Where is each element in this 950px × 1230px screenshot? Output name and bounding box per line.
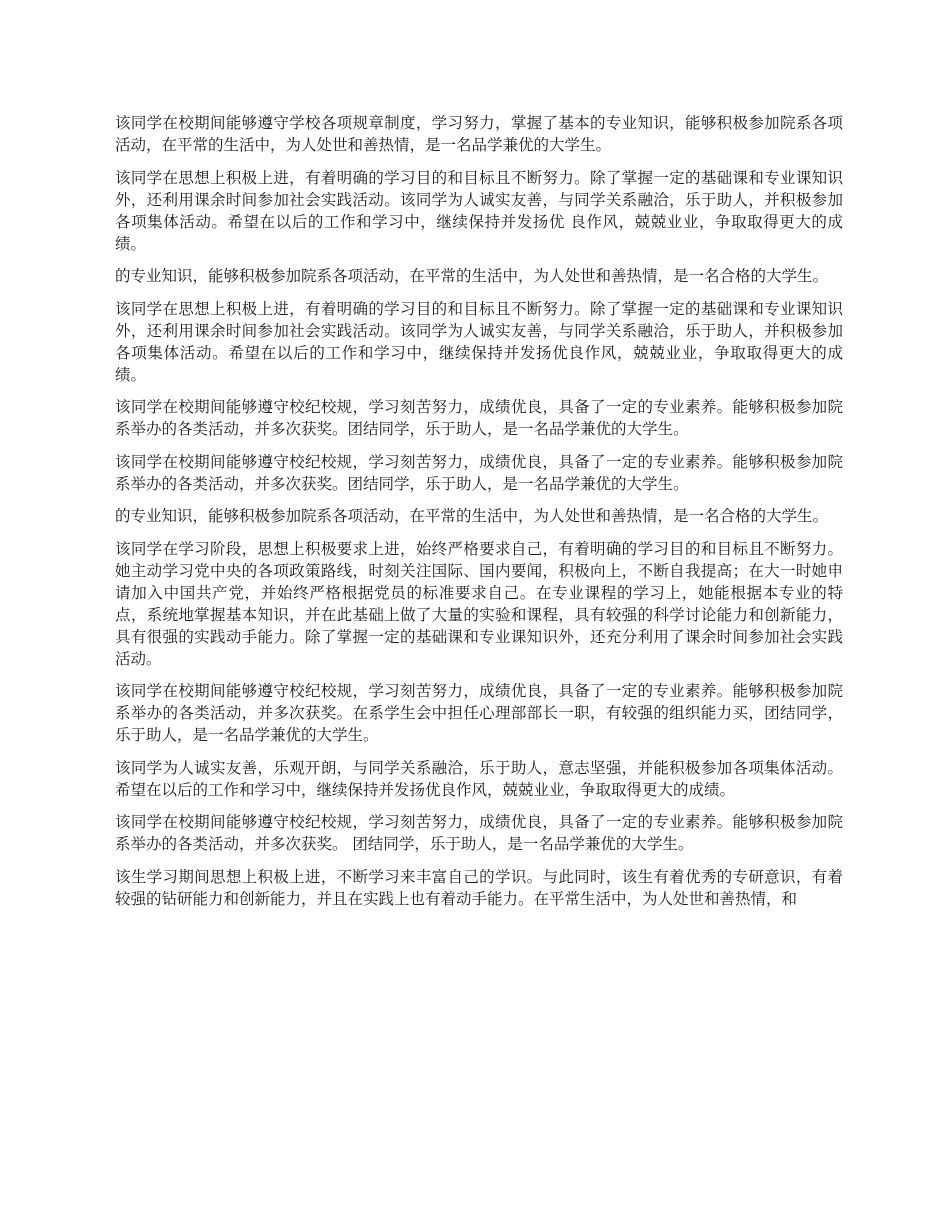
paragraph-3: 的专业知识，能够积极参加院系各项活动，在平常的生活中，为人处世和善热情，是一名合格的大学生。	[115, 267, 829, 285]
paragraph-4: 该同学在思想上积极上进，有着明确的学习目的和目标且不断努力。除了掌握一定的基础课和专业课知识外，还利用课余时间参加社会实践活动。该同学为人诚实友善，与同学关系融洽，乐于助人，并积极参加各项集体活动。希望在以后的工作和学习中，继续保持并发扬优良作风，兢兢业业，争取取得更大的成绩。	[115, 299, 843, 384]
document-page	[115, 112, 843, 920]
paragraph-5: 该同学在校期间能够遵守校纪校规，学习刻苦努力，成绩优良，具备了一定的专业素养。能够积极参加院系举办的各类活动，并多次获奖。团结同学，乐于助人，是一名品学兼优的大学生。	[115, 398, 843, 438]
paragraph-2: 该同学在思想上积极上进，有着明确的学习目的和目标且不断努力。除了掌握一定的基础课和专业课知识外，还利用课余时间参加社会实践活动。该同学为人诚实友善，与同学关系融洽，乐于助人，并积极参加各项集体活动。希望在以后的工作和学习中，继续保持并发扬优 良作风，兢兢业业，争取取得更大的成绩。	[115, 168, 843, 253]
paragraph-11: 该同学在校期间能够遵守校纪校规，学习刻苦努力，成绩优良，具备了一定的专业素养。能够积极参加院系举办的各类活动，并多次获奖。 团结同学，乐于助人，是一名品学兼优的大学生。	[115, 813, 843, 853]
paragraph-1: 该同学在校期间能够遵守学校各项规章制度，学习努力，掌握了基本的专业知识，能够积极参加院系各项活动，在平常的生活中，为人处世和善热情，是一名品学兼优的大学生。	[115, 114, 843, 154]
paragraph-10: 该同学为人诚实友善，乐观开朗，与同学关系融洽，乐于助人，意志坚强，并能积极参加各项集体活动。希望在以后的工作和学习中，继续保持并发扬优良作风，兢兢业业，争取取得更大的成绩。	[115, 758, 843, 799]
paragraph-6: 该同学在校期间能够遵守校纪校规，学习刻苦努力，成绩优良，具备了一定的专业素养。能够积极参加院系举办的各类活动，并多次获奖。团结同学，乐于助人，是一名品学兼优的大学生。	[115, 452, 843, 493]
paragraph-12: 该生学习期间思想上积极上进，不断学习来丰富自己的学识。与此同时，该生有着优秀的专研意识，有着较强的钻研能力和创新能力，并且在实践上也有着动手能力。在平常生活中，为人处世和善热情，和	[115, 867, 843, 908]
paragraph-8: 该同学在学习阶段，思想上积极要求上进，始终严格要求自己，有着明确的学习目的和目标且不断努力。她主动学习党中央的各项政策路线，时刻关注国际、国内要闻，积极向上，不断自我提高；在大一时她申请加入中国共产党，并始终严格根据党员的标准要求自己。在专业课程的学习上，她能根据本专业的特点，系统地掌握基本知识，并在此基础上做了大量的实验和课程，具有较强的科学讨论能力和创新能力，具有很强的实践动手能力。除了掌握一定的基础课和专业课知识外，还充分利用了课余时间参加社会实践活动。	[115, 539, 843, 668]
paragraph-9: 该同学在校期间能够遵守校纪校规，学习刻苦努力，成绩优良，具备了一定的专业素养。能够积极参加院系举办的各类活动，并多次获奖。在系学生会中担任心理部部长一职，有较强的组织能力买，团结同学，乐于助人，是一名品学兼优的大学生。	[115, 682, 843, 744]
paragraph-7: 的专业知识，能够积极参加院系各项活动，在平常的生活中，为人处世和善热情，是一名合格的大学生。	[115, 507, 829, 525]
